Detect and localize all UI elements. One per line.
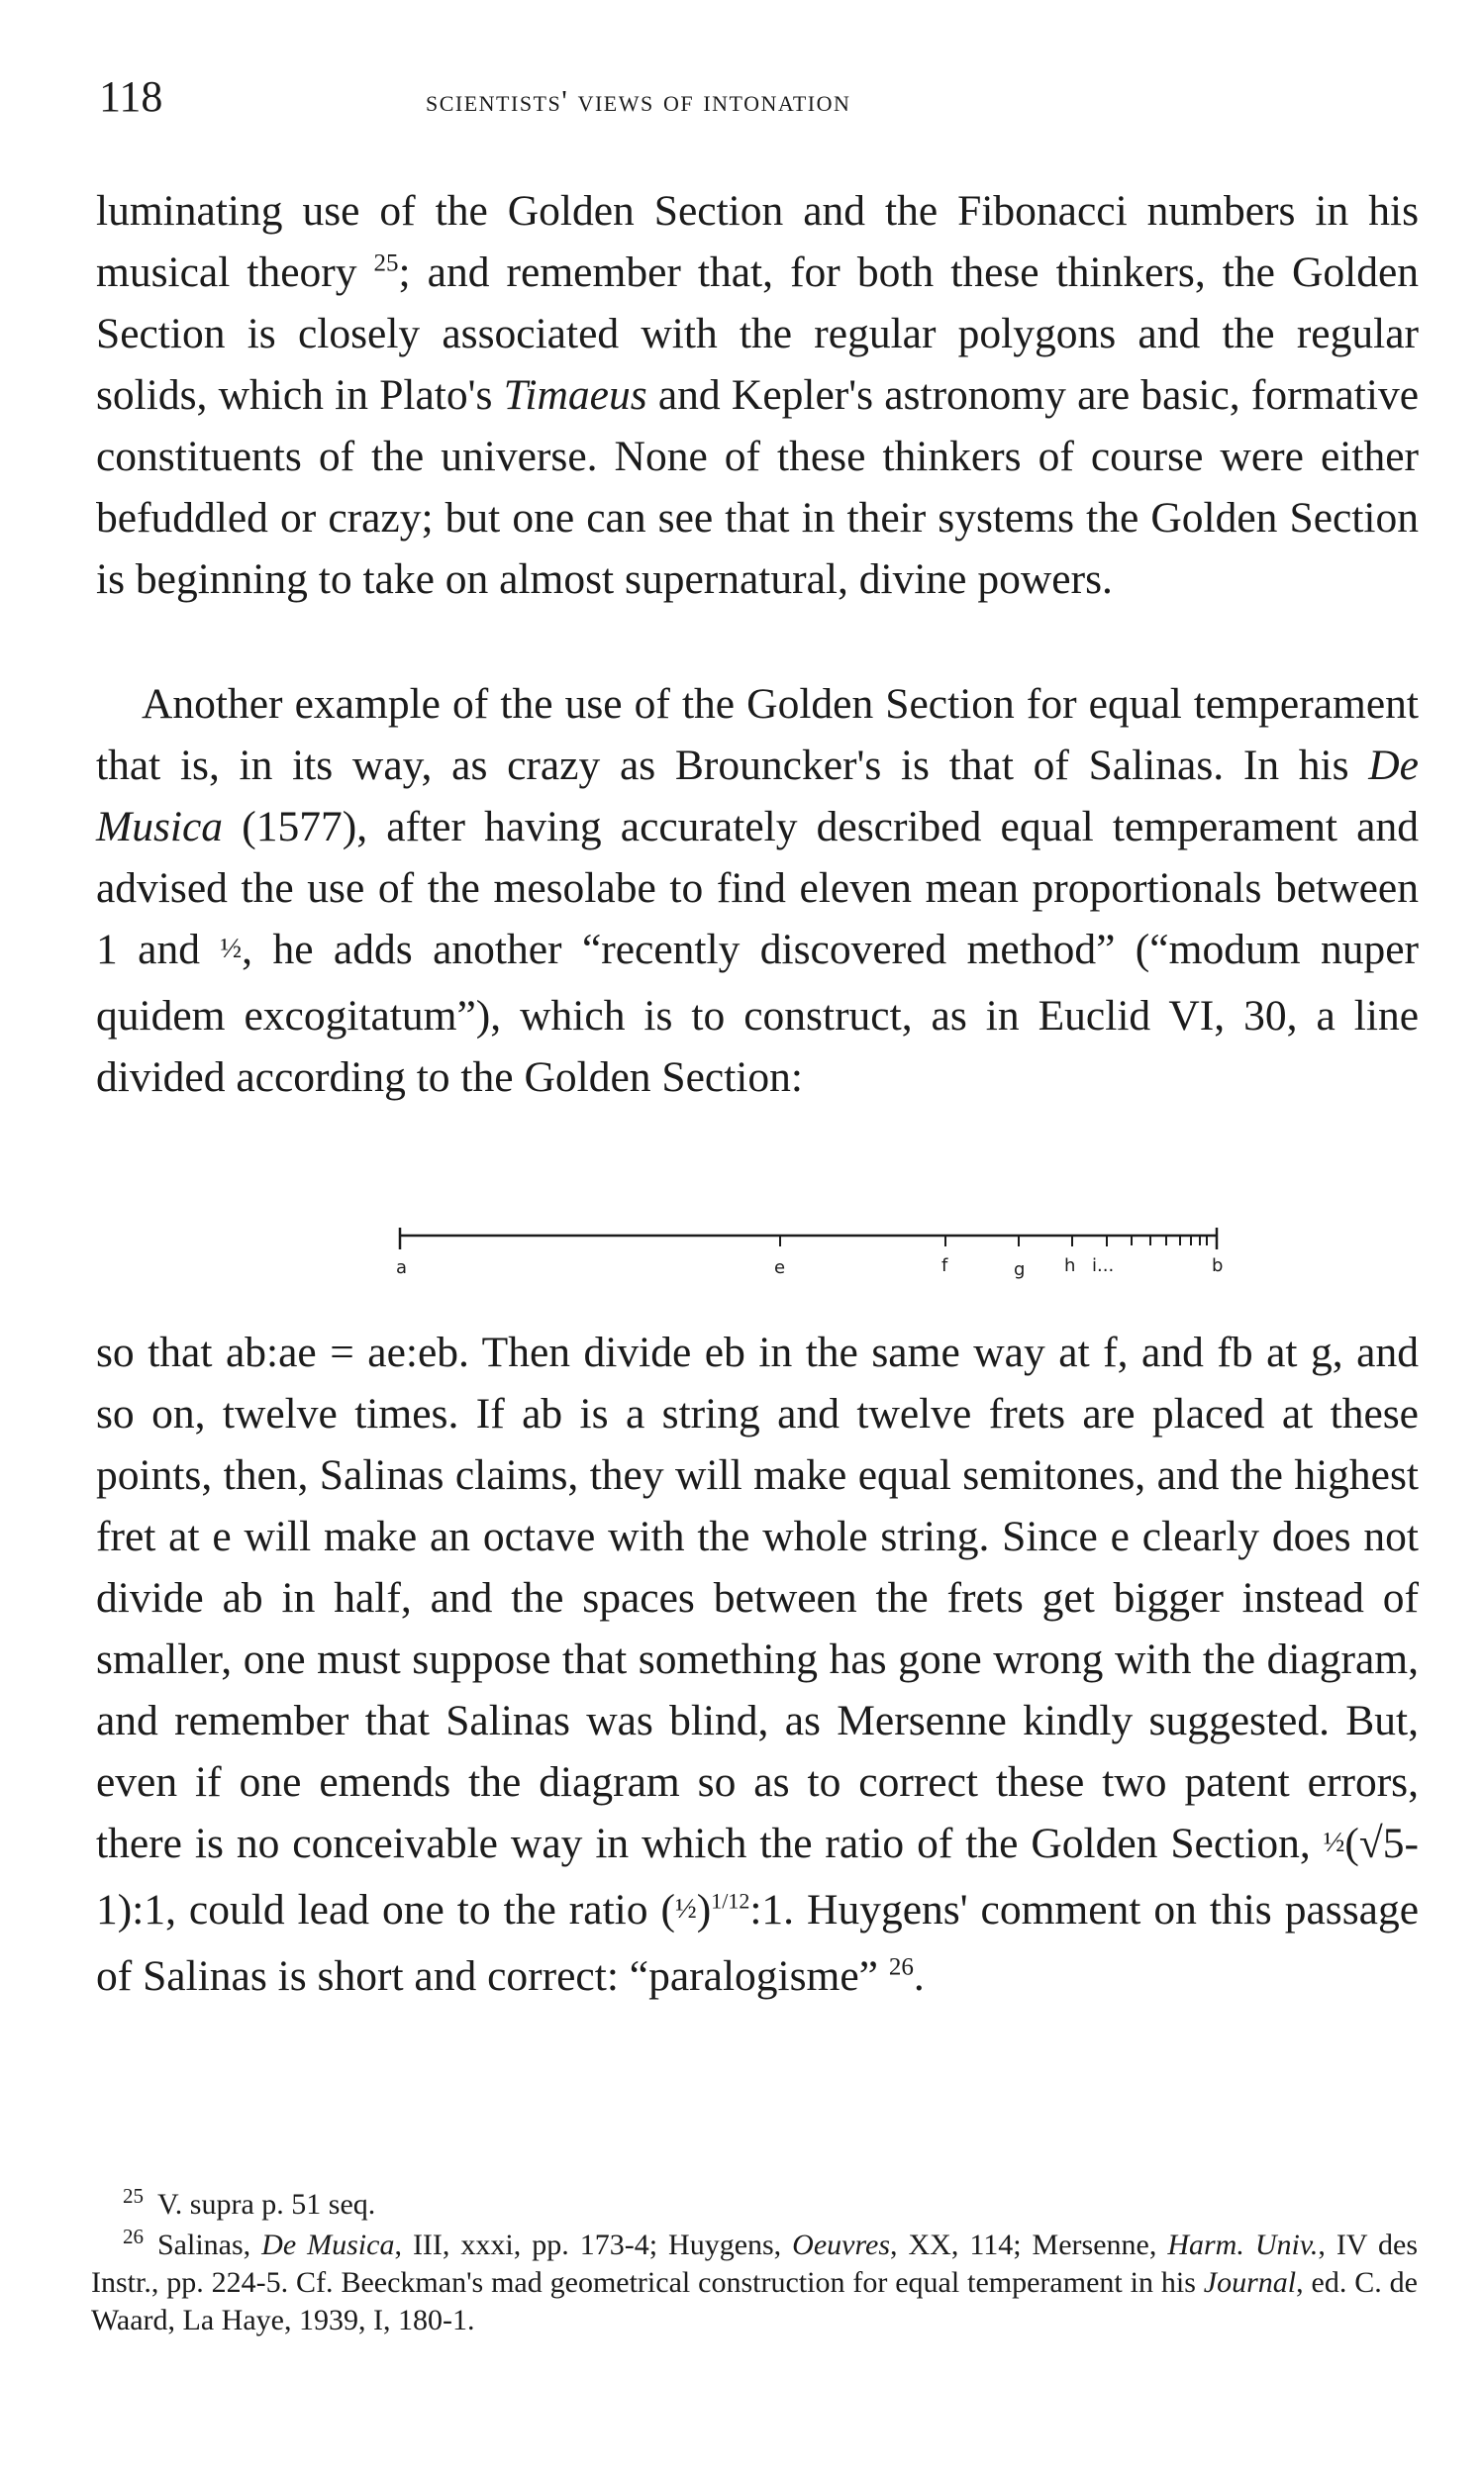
work-title: De Musica xyxy=(96,742,1419,850)
paragraph-2 xyxy=(96,673,1419,1108)
footnote-ref-26: 26 xyxy=(888,1953,914,1981)
fraction-half: ½ xyxy=(1323,1827,1345,1858)
golden-section-line-diagram xyxy=(396,1216,1228,1295)
work-title: Harm. Univ. xyxy=(1167,2229,1319,2261)
paragraph-3 xyxy=(96,1322,1419,2007)
footnote-text: , XX, 114; Mersenne, xyxy=(890,2229,1168,2261)
fraction-half: ½ xyxy=(674,1893,697,1925)
footnote-ref-25: 25 xyxy=(373,249,399,277)
paragraph-text: luminating use of the Golden Section and the Fibonacci numbers in his musical theory xyxy=(96,187,1419,296)
footnote-text: V. supra p. 51 seq. xyxy=(157,2188,376,2221)
work-title: Timaeus xyxy=(503,371,647,419)
fraction-half: ½ xyxy=(220,933,243,964)
paragraph-text: ) xyxy=(696,1886,712,1934)
paragraph-text: (1577), after having accurately described equal temperament and advised the use of the mesolabe to find eleven mean proportionals between 1 and xyxy=(96,803,1419,973)
work-title: Journal xyxy=(1203,2266,1297,2299)
paragraph-text: . xyxy=(913,1952,925,2000)
footnote-26 xyxy=(91,2227,1418,2339)
footnote-number: 26 xyxy=(123,2225,144,2248)
paragraph-1 xyxy=(96,180,1419,610)
footnote-text: Salinas, xyxy=(157,2229,262,2261)
running-head: scientists' views of intonation xyxy=(426,83,851,118)
paragraph-text: ; and remember that, for both these thinkers, the Golden Section is closely associated with the regular polygons and the regular solids, which in Plato's xyxy=(96,248,1419,419)
paragraph-text: (√5-1):1, could lead one to the ratio ( xyxy=(96,1820,1419,1934)
paragraph-text: and Kepler's astronomy are basic, formative constituents of the universe. None of these thinkers of course were either befuddled or crazy; but one can see that in their systems the Golden Section is beginning to take on almost supernatural, divine powers. xyxy=(96,371,1420,603)
paragraph-text: , he adds another “recently discovered method” (“modum nuper quidem excogitatum”), which is to construct, as in Euclid VI, 30, a line divided according to the Golden Section: xyxy=(96,926,1419,1101)
label-h: h xyxy=(1064,1255,1076,1276)
work-title: Oeuvres xyxy=(792,2229,891,2261)
work-title: De Musica xyxy=(261,2229,395,2261)
footnote-25 xyxy=(91,2186,1418,2224)
label-e: e xyxy=(774,1257,786,1278)
label-f: f xyxy=(941,1255,948,1276)
page-header xyxy=(99,71,1416,131)
footnote-text: , ed. C. de Waard, La Haye, 1939, I, 180-1. xyxy=(91,2266,1419,2336)
label-i: i... xyxy=(1092,1255,1115,1276)
page-number: 118 xyxy=(99,72,163,121)
label-a: a xyxy=(396,1257,408,1278)
footnote-number: 25 xyxy=(123,2184,144,2208)
label-b: b xyxy=(1212,1255,1224,1276)
footnote-text: , III, xxxi, pp. 173-4; Huygens, xyxy=(394,2229,793,2261)
paragraph-text: so that ab:ae = ae:eb. Then divide eb in the same way at f, and fb at g, and so on, twelve times. If ab is a string and twelve frets are placed at these points, then, Salinas claims, they will make equal semitones, and the highest fret at e will make an octave with the whole string. Since e clearly does not divide ab in half, and the spaces between the frets get bigger instead of smaller, one must suppose that something has gone wrong with the diagram, and remember that Salinas was blind, as Mersenne kindly suggested. But, even if one emends the diagram so as to correct these two patent errors, there is no conceivable way in which the ratio of the Golden Section, xyxy=(96,1329,1419,1867)
paragraph-text: Another example of the use of the Golden Section for equal temperament that is, in its way, as crazy as Brouncker's is that of Salinas. In his xyxy=(96,680,1419,789)
footnote-text: , IV des Instr., pp. 224-5. Cf. Beeckman's mad geometrical construction for equal temperament in his xyxy=(91,2229,1419,2299)
paragraph-text: :1. Huygens' comment on this passage of Salinas is short and correct: “paralogisme” xyxy=(96,1886,1419,2000)
label-g: g xyxy=(1014,1259,1026,1280)
footnotes xyxy=(91,2186,1418,2342)
exponent: 1/12 xyxy=(711,1888,750,1914)
